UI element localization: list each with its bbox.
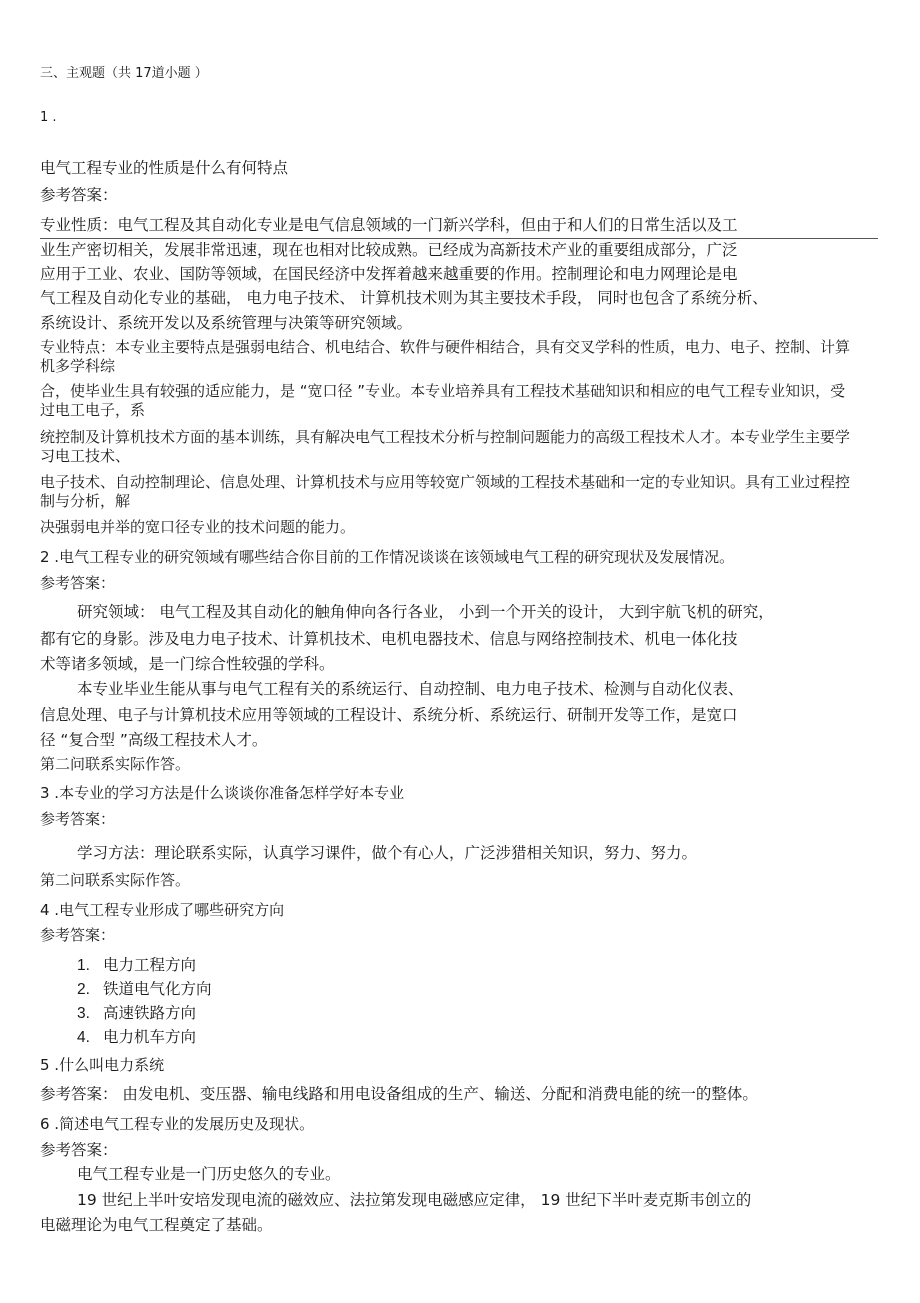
- q3-question: 3 .本专业的学习方法是什么谈谈你准备怎样学好本专业: [40, 784, 405, 802]
- q1-answer-line: 合，使毕业生具有较强的适应能力，是 “宽口径 ”专业。本专业培养具有工程技术基础知识和相应的电气工程专业知识，受: [40, 382, 846, 400]
- q3-answer-line: 第二问联系实际作答。: [40, 871, 191, 889]
- section-title: 三、主观题（共 17道小题 ）: [40, 66, 208, 81]
- q2-question: 2 .电气工程专业的研究领域有哪些结合你目前的工作情况谈谈在该领域电气工程的研究现状及发展情况。: [40, 548, 735, 566]
- list-item-text: 电力机车方向: [103, 1028, 197, 1046]
- list-item-number: 1.: [77, 957, 90, 974]
- q6-question: 6 .简述电气工程专业的发展历史及现状。: [40, 1115, 315, 1133]
- q6-answer-label: 参考答案：: [40, 1141, 118, 1159]
- list-item-number: 2.: [77, 981, 90, 998]
- q1-answer-line: 专业特点：本专业主要特点是强弱电结合、机电结合、软件与硬件相结合，具有交叉学科的性质，电力、电子、控制、计算: [40, 338, 851, 356]
- q2-answer-line: 研究领域： 电气工程及其自动化的触角伸向各行各业， 小到一个开关的设计， 大到宇航飞机的研究，: [77, 603, 774, 621]
- list-item-number: 3.: [77, 1005, 90, 1022]
- q5-answer: 参考答案： 由发电机、变压器、输电线路和用电设备组成的生产、输送、分配和消费电能的统一的整体。: [40, 1085, 758, 1103]
- q4-answer-label: 参考答案：: [40, 926, 116, 944]
- divider-line: [40, 238, 878, 239]
- q1-number: 1 .: [40, 110, 57, 125]
- q2-answer-line: 径 “复合型 ”高级工程技术人才。: [40, 731, 268, 749]
- q1-answer-line: 决强弱电并举的宽口径专业的技术问题的能力。: [40, 518, 356, 536]
- q1-answer-line: 专业性质：电气工程及其自动化专业是电气信息领域的一门新兴学科，但由于和人们的日常生活以及工: [40, 216, 738, 234]
- q6-answer-line: 电气工程专业是一门历史悠久的专业。: [77, 1165, 341, 1183]
- list-item-text: 电力工程方向: [103, 956, 197, 974]
- q2-answer-line: 信息处理、电子与计算机技术应用等领域的工程设计、系统分析、系统运行、研制开发等工作，是宽口: [40, 706, 738, 724]
- q1-answer-line: 过电工电子，系: [40, 401, 146, 419]
- list-item-text: 铁道电气化方向: [103, 980, 212, 998]
- q1-answer-line: 应用于工业、农业、国防等领域，在国民经济中发挥着越来越重要的作用。控制理论和电力网理论是电: [40, 265, 738, 283]
- q1-answer-line: 制与分析，解: [40, 492, 131, 510]
- q2-answer-line: 都有它的身影。涉及电力电子技术、计算机技术、电机电器技术、信息与网络控制技术、机电一体化技: [40, 630, 738, 648]
- q3-answer-label: 参考答案：: [40, 810, 116, 828]
- q5-question: 5 .什么叫电力系统: [40, 1056, 165, 1074]
- q1-answer-line: 习电工技术、: [40, 447, 131, 465]
- q1-answer-line: 系统设计、系统开发以及系统管理与决策等研究领域。: [40, 314, 413, 332]
- q1-answer-line: 电子技术、自动控制理论、信息处理、计算机技术与应用等较宽广领域的工程技术基础和一定的专业知识。具有工业过程控: [40, 473, 851, 491]
- q2-answer-line: 第二问联系实际作答。: [40, 755, 191, 773]
- q1-answer-line: 业生产密切相关，发展非常迅速，现在也相对比较成熟。已经成为高新技术产业的重要组成部分，广泛: [40, 241, 738, 259]
- q1-answer-line: 机多学科综: [40, 357, 116, 375]
- q2-answer-label: 参考答案：: [40, 574, 116, 592]
- q2-answer-line: 术等诸多领域，是一门综合性较强的学科。: [40, 655, 335, 673]
- q6-answer-line: 19 世纪上半叶安培发现电流的磁效应、法拉第发现电磁感应定律， 19 世纪下半叶麦克斯韦创立的: [77, 1191, 752, 1209]
- q1-answer-line: 气工程及自动化专业的基础， 电力电子技术、 计算机技术则为其主要技术手段， 同时也包含了系统分析、: [40, 289, 768, 307]
- q1-answer-label: 参考答案：: [40, 186, 118, 204]
- q3-answer-line: 学习方法：理论联系实际，认真学习课件，做个有心人，广泛涉猎相关知识，努力、努力。: [77, 844, 698, 862]
- q6-answer-line: 电磁理论为电气工程奠定了基础。: [40, 1216, 273, 1234]
- q1-answer-line: 统控制及计算机技术方面的基本训练，具有解决电气工程技术分析与控制问题能力的高级工程技术人才。本专业学生主要学: [40, 428, 851, 446]
- q2-answer-line: 本专业毕业生能从事与电气工程有关的系统运行、自动控制、电力电子技术、检测与自动化仪表、: [77, 680, 744, 698]
- q4-question: 4 .电气工程专业形成了哪些研究方向: [40, 901, 285, 919]
- list-item-text: 高速铁路方向: [103, 1004, 197, 1022]
- q1-question: 电气工程专业的性质是什么有何特点: [40, 159, 289, 177]
- list-item-number: 4.: [77, 1029, 90, 1046]
